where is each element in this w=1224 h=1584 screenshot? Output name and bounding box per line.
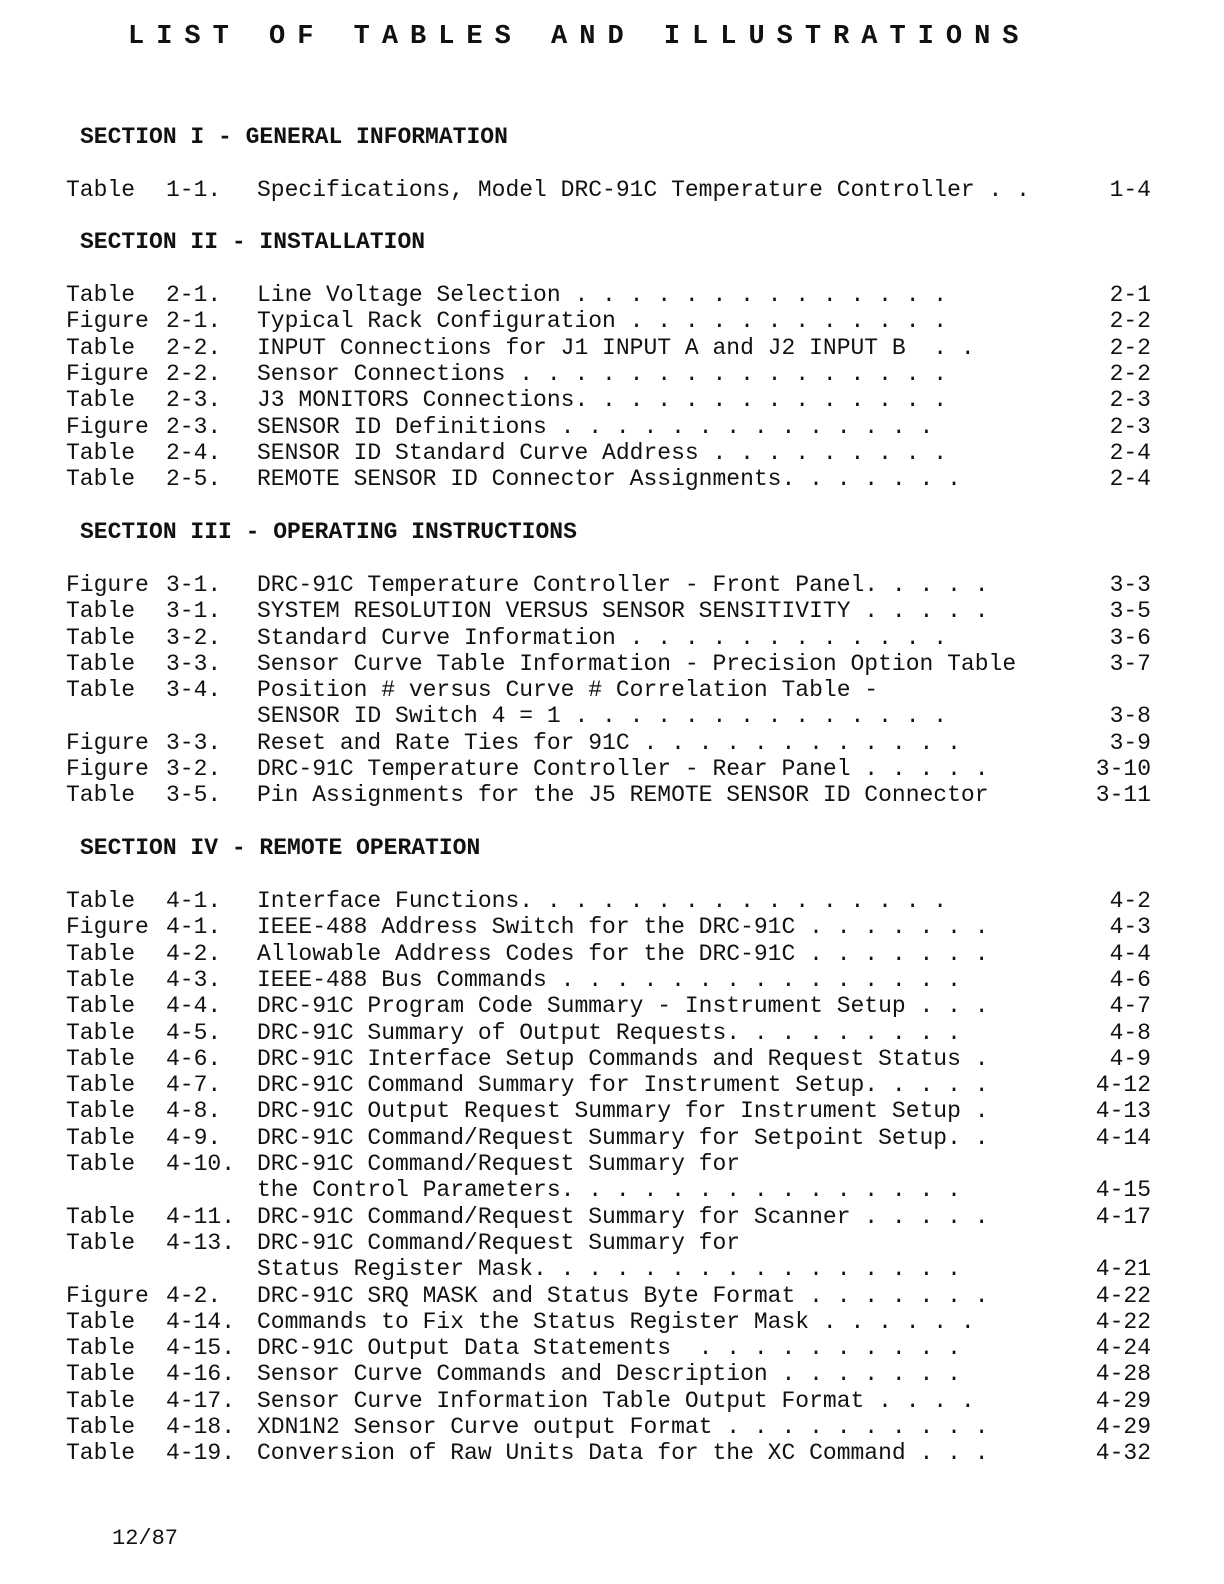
- entry-page-number: 2-1: [1109, 282, 1151, 308]
- entry-kind: Figure: [66, 360, 149, 387]
- entry-page-number: 4-14: [1095, 1124, 1151, 1151]
- entry-page-number: 4-29: [1095, 1414, 1151, 1440]
- entry-kind: Table: [66, 966, 136, 993]
- list-item: [66, 466, 1151, 492]
- entry-description: Typical Rack Configuration . . . . . . . . . . . .: [257, 308, 948, 335]
- entry-page-number: 2-3: [1109, 387, 1151, 414]
- entry-page-number: 3-9: [1109, 729, 1151, 756]
- entry-page-number: 4-8: [1109, 1019, 1151, 1046]
- entry-description: IEEE-488 Address Switch for the DRC-91C . . . . . . .: [257, 914, 989, 941]
- section-heading: SECTION II - INSTALLATION: [80, 229, 426, 255]
- list-item: [66, 1072, 1151, 1098]
- entry-page-number: 3-6: [1109, 624, 1151, 651]
- list-item: [66, 782, 1151, 808]
- list-item: [66, 572, 1151, 598]
- entry-number: 3-3.: [166, 650, 222, 677]
- entry-page-number: 4-7: [1109, 993, 1151, 1020]
- list-item: [66, 1125, 1151, 1151]
- entry-page-number: 2-2: [1109, 360, 1151, 387]
- entry-page-number: 3-5: [1109, 598, 1151, 625]
- entry-description: SYSTEM RESOLUTION VERSUS SENSOR SENSITIVITY . . . . .: [257, 598, 989, 625]
- entry-description: Line Voltage Selection . . . . . . . . . . . . . .: [257, 282, 948, 308]
- section-heading: SECTION III - OPERATING INSTRUCTIONS: [80, 519, 577, 545]
- entry-kind: Figure: [66, 756, 149, 783]
- entry-kind: Table: [66, 1072, 136, 1099]
- entry-description: Sensor Curve Table Information - Precision Option Table: [257, 650, 1017, 677]
- entry-description: DRC-91C Command/Request Summary for Status Register Mask. . . . . . . . . . . . . . . .: [257, 1229, 961, 1282]
- entry-description: DRC-91C Command Summary for Instrument Setup. . . . .: [257, 1072, 989, 1099]
- entry-page-number: 4-28: [1095, 1361, 1151, 1388]
- entry-page-number: 4-13: [1095, 1098, 1151, 1125]
- entry-number: 2-1.: [166, 282, 222, 308]
- list-item: [66, 440, 1151, 466]
- entry-description: Standard Curve Information . . . . . . . . . . . .: [257, 624, 948, 651]
- entry-description: DRC-91C Output Data Statements . . . . . . . . . .: [257, 1335, 961, 1362]
- entry-kind: Figure: [66, 1282, 149, 1309]
- entry-description: Reset and Rate Ties for 91C . . . . . . . . . . . .: [257, 729, 961, 756]
- list-item: [66, 1335, 1151, 1361]
- entry-number: 4-18.: [166, 1414, 236, 1440]
- entry-page-number: 4-22: [1095, 1308, 1151, 1335]
- entry-kind: Table: [66, 1361, 136, 1388]
- entry-description: DRC-91C Output Request Summary for Instrument Setup .: [257, 1098, 989, 1125]
- page-title: LIST OF TABLES AND ILLUSTRATIONS: [128, 22, 1031, 52]
- entry-number: 2-3.: [166, 413, 222, 440]
- entry-description: DRC-91C Command/Request Summary for Setpoint Setup. .: [257, 1124, 989, 1151]
- entry-kind: Figure: [66, 729, 149, 756]
- list-item: [66, 993, 1151, 1019]
- entry-description: J3 MONITORS Connections. . . . . . . . . . . . . .: [257, 387, 948, 414]
- entry-number: 3-1.: [166, 572, 222, 598]
- list-item: [66, 414, 1151, 440]
- entry-description: DRC-91C Command/Request Summary for the Control Parameters. . . . . . . . . . . . . . .: [257, 1151, 961, 1203]
- entry-description: SENSOR ID Definitions . . . . . . . . . . . . . .: [257, 413, 934, 440]
- entry-page-number: 4-12: [1095, 1072, 1151, 1099]
- entry-description: SENSOR ID Standard Curve Address . . . . . . . . .: [257, 439, 948, 466]
- list-item: [66, 308, 1151, 334]
- entry-kind: Table: [66, 1387, 136, 1414]
- entry-kind: Table: [66, 1308, 136, 1335]
- entry-page-number: 1-4: [1109, 177, 1151, 203]
- entry-kind: Table: [66, 282, 136, 308]
- entry-kind: Figure: [66, 308, 149, 335]
- entry-page-number: 4-17: [1095, 1203, 1151, 1230]
- entry-kind: Table: [66, 888, 136, 914]
- list-item: [66, 1204, 1151, 1230]
- list-item: [66, 1440, 1151, 1466]
- entry-number: 3-4.: [166, 677, 222, 704]
- entry-page-number: 4-21: [1095, 1255, 1151, 1282]
- entry-description: REMOTE SENSOR ID Connector Assignments. . . . . . .: [257, 466, 961, 493]
- entry-page-number: 4-22: [1095, 1282, 1151, 1309]
- entry-page-number: 4-2: [1109, 888, 1151, 914]
- entry-number: 4-7.: [166, 1072, 222, 1099]
- list-item: [66, 1020, 1151, 1046]
- entry-number: 4-6.: [166, 1045, 222, 1072]
- section-heading: SECTION IV - REMOTE OPERATION: [80, 835, 481, 861]
- entry-kind: Table: [66, 387, 136, 414]
- list-item: [66, 677, 1151, 729]
- entry-number: 4-2.: [166, 940, 222, 967]
- entry-kind: Table: [66, 624, 136, 651]
- list-item: [66, 282, 1151, 308]
- entry-number: 2-4.: [166, 439, 222, 466]
- entry-number: 4-8.: [166, 1098, 222, 1125]
- entry-number: 2-2.: [166, 360, 222, 387]
- entry-kind: Table: [66, 177, 136, 203]
- entry-number: 4-5.: [166, 1019, 222, 1046]
- section-heading: SECTION I - GENERAL INFORMATION: [80, 124, 508, 150]
- entry-kind: Table: [66, 1019, 136, 1046]
- list-item: [66, 730, 1151, 756]
- entry-description: INPUT Connections for J1 INPUT A and J2 INPUT B . .: [257, 334, 975, 361]
- entry-description: Allowable Address Codes for the DRC-91C . . . . . . .: [257, 940, 989, 967]
- entry-number: 4-4.: [166, 993, 222, 1020]
- entry-description: DRC-91C Interface Setup Commands and Request Status .: [257, 1045, 989, 1072]
- entry-kind: Table: [66, 1124, 136, 1151]
- list-item: [66, 1046, 1151, 1072]
- entry-kind: Table: [66, 782, 136, 809]
- entry-kind: Table: [66, 466, 136, 493]
- list-item: [66, 1151, 1151, 1203]
- entry-description: Conversion of Raw Units Data for the XC Command . . .: [257, 1440, 989, 1467]
- entry-page-number: 4-6: [1109, 966, 1151, 993]
- entry-number: 1-1.: [166, 177, 222, 203]
- entry-number: 4-15.: [166, 1335, 236, 1362]
- entry-page-number: 2-2: [1109, 308, 1151, 335]
- list-item: [66, 361, 1151, 387]
- entry-number: 2-1.: [166, 308, 222, 335]
- entry-description: DRC-91C Program Code Summary - Instrument Setup . . .: [257, 993, 989, 1020]
- list-item: [66, 335, 1151, 361]
- entry-description: DRC-91C Temperature Controller - Rear Panel . . . . .: [257, 756, 989, 783]
- entry-page-number: 4-3: [1109, 914, 1151, 941]
- entry-number: 3-3.: [166, 729, 222, 756]
- entry-number: 4-13.: [166, 1229, 236, 1256]
- entry-kind: Table: [66, 1229, 136, 1256]
- entry-number: 3-1.: [166, 598, 222, 625]
- entry-page-number: 4-4: [1109, 940, 1151, 967]
- entry-number: 4-9.: [166, 1124, 222, 1151]
- entry-kind: Table: [66, 940, 136, 967]
- entry-kind: Table: [66, 1440, 136, 1467]
- entry-page-number: 3-11: [1095, 782, 1151, 809]
- list-item: [66, 177, 1151, 203]
- entry-description: DRC-91C SRQ MASK and Status Byte Format . . . . . . .: [257, 1282, 989, 1309]
- entry-page-number: 2-2: [1109, 334, 1151, 361]
- entry-number: 4-19.: [166, 1440, 236, 1467]
- entry-number: 4-11.: [166, 1203, 236, 1230]
- entry-kind: Table: [66, 1098, 136, 1125]
- entry-number: 4-17.: [166, 1387, 236, 1414]
- entry-number: 4-3.: [166, 966, 222, 993]
- entry-page-number: 2-3: [1109, 413, 1151, 440]
- entry-kind: Table: [66, 650, 136, 677]
- list-item: [66, 1361, 1151, 1387]
- list-item: [66, 625, 1151, 651]
- entry-page-number: 3-8: [1109, 703, 1151, 730]
- entry-page-number: 2-4: [1109, 466, 1151, 493]
- entry-number: 3-5.: [166, 782, 222, 809]
- entry-description: Sensor Curve Commands and Description . . . . . . .: [257, 1361, 961, 1388]
- entry-number: 2-3.: [166, 387, 222, 414]
- entry-kind: Table: [66, 439, 136, 466]
- entry-page-number: 3-3: [1109, 572, 1151, 598]
- entry-number: 4-1.: [166, 888, 222, 914]
- entry-kind: Table: [66, 677, 136, 704]
- entry-number: 4-2.: [166, 1282, 222, 1309]
- list-item: [66, 888, 1151, 914]
- list-item: [66, 651, 1151, 677]
- entry-kind: Table: [66, 334, 136, 361]
- entry-description: Specifications, Model DRC-91C Temperature Controller . .: [257, 177, 1030, 203]
- entry-description: DRC-91C Summary of Output Requests. . . . . . . . .: [257, 1019, 961, 1046]
- entry-number: 2-5.: [166, 466, 222, 493]
- entry-number: 4-16.: [166, 1361, 236, 1388]
- entry-number: 3-2.: [166, 624, 222, 651]
- entry-kind: Figure: [66, 572, 149, 598]
- entry-description: Sensor Curve Information Table Output Format . . . .: [257, 1387, 975, 1414]
- entry-description: IEEE-488 Bus Commands . . . . . . . . . . . . . . .: [257, 966, 961, 993]
- entry-kind: Table: [66, 993, 136, 1020]
- entry-number: 4-14.: [166, 1308, 236, 1335]
- entry-kind: Table: [66, 1045, 136, 1072]
- entry-page-number: 4-24: [1095, 1335, 1151, 1362]
- list-item: [66, 1283, 1151, 1309]
- entry-description: Commands to Fix the Status Register Mask . . . . . .: [257, 1308, 975, 1335]
- page-footer-date: 12/87: [112, 1526, 179, 1551]
- list-item: [66, 941, 1151, 967]
- entry-kind: Table: [66, 1335, 136, 1362]
- list-item: [66, 756, 1151, 782]
- entry-description: DRC-91C Temperature Controller - Front Panel. . . . .: [257, 572, 989, 598]
- entry-page-number: 2-4: [1109, 439, 1151, 466]
- entry-page-number: 4-9: [1109, 1045, 1151, 1072]
- entry-description: DRC-91C Command/Request Summary for Scanner . . . . .: [257, 1203, 989, 1230]
- entry-description: Interface Functions. . . . . . . . . . . . . . . .: [257, 888, 948, 914]
- entry-kind: Table: [66, 1414, 136, 1440]
- entry-kind: Figure: [66, 914, 149, 941]
- list-item: [66, 387, 1151, 413]
- entry-page-number: 3-10: [1095, 756, 1151, 783]
- list-item: [66, 1230, 1151, 1282]
- list-item: [66, 914, 1151, 940]
- entry-number: 4-1.: [166, 914, 222, 941]
- list-item: [66, 598, 1151, 624]
- list-item: [66, 1098, 1151, 1124]
- list-item: [66, 967, 1151, 993]
- entry-kind: Figure: [66, 413, 149, 440]
- entry-description: Position # versus Curve # Correlation Table - SENSOR ID Switch 4 = 1 . . . . . . . . . . . . . .: [257, 677, 948, 730]
- entry-page-number: 4-32: [1095, 1440, 1151, 1467]
- entry-kind: Table: [66, 1151, 136, 1177]
- entry-kind: Table: [66, 598, 136, 625]
- entry-number: 2-2.: [166, 334, 222, 361]
- entry-kind: Table: [66, 1203, 136, 1230]
- entry-description: XDN1N2 Sensor Curve output Format . . . . . . . . . .: [257, 1414, 989, 1440]
- list-item: [66, 1388, 1151, 1414]
- list-item: [66, 1309, 1151, 1335]
- entry-page-number: 3-7: [1109, 650, 1151, 677]
- entry-description: Sensor Connections . . . . . . . . . . . . . . . .: [257, 360, 948, 387]
- entry-page-number: 4-15: [1095, 1177, 1151, 1203]
- entry-page-number: 4-29: [1095, 1387, 1151, 1414]
- entry-number: 4-10.: [166, 1151, 236, 1177]
- entry-number: 3-2.: [166, 756, 222, 783]
- entry-description: Pin Assignments for the J5 REMOTE SENSOR ID Connector: [257, 782, 989, 809]
- list-item: [66, 1414, 1151, 1440]
